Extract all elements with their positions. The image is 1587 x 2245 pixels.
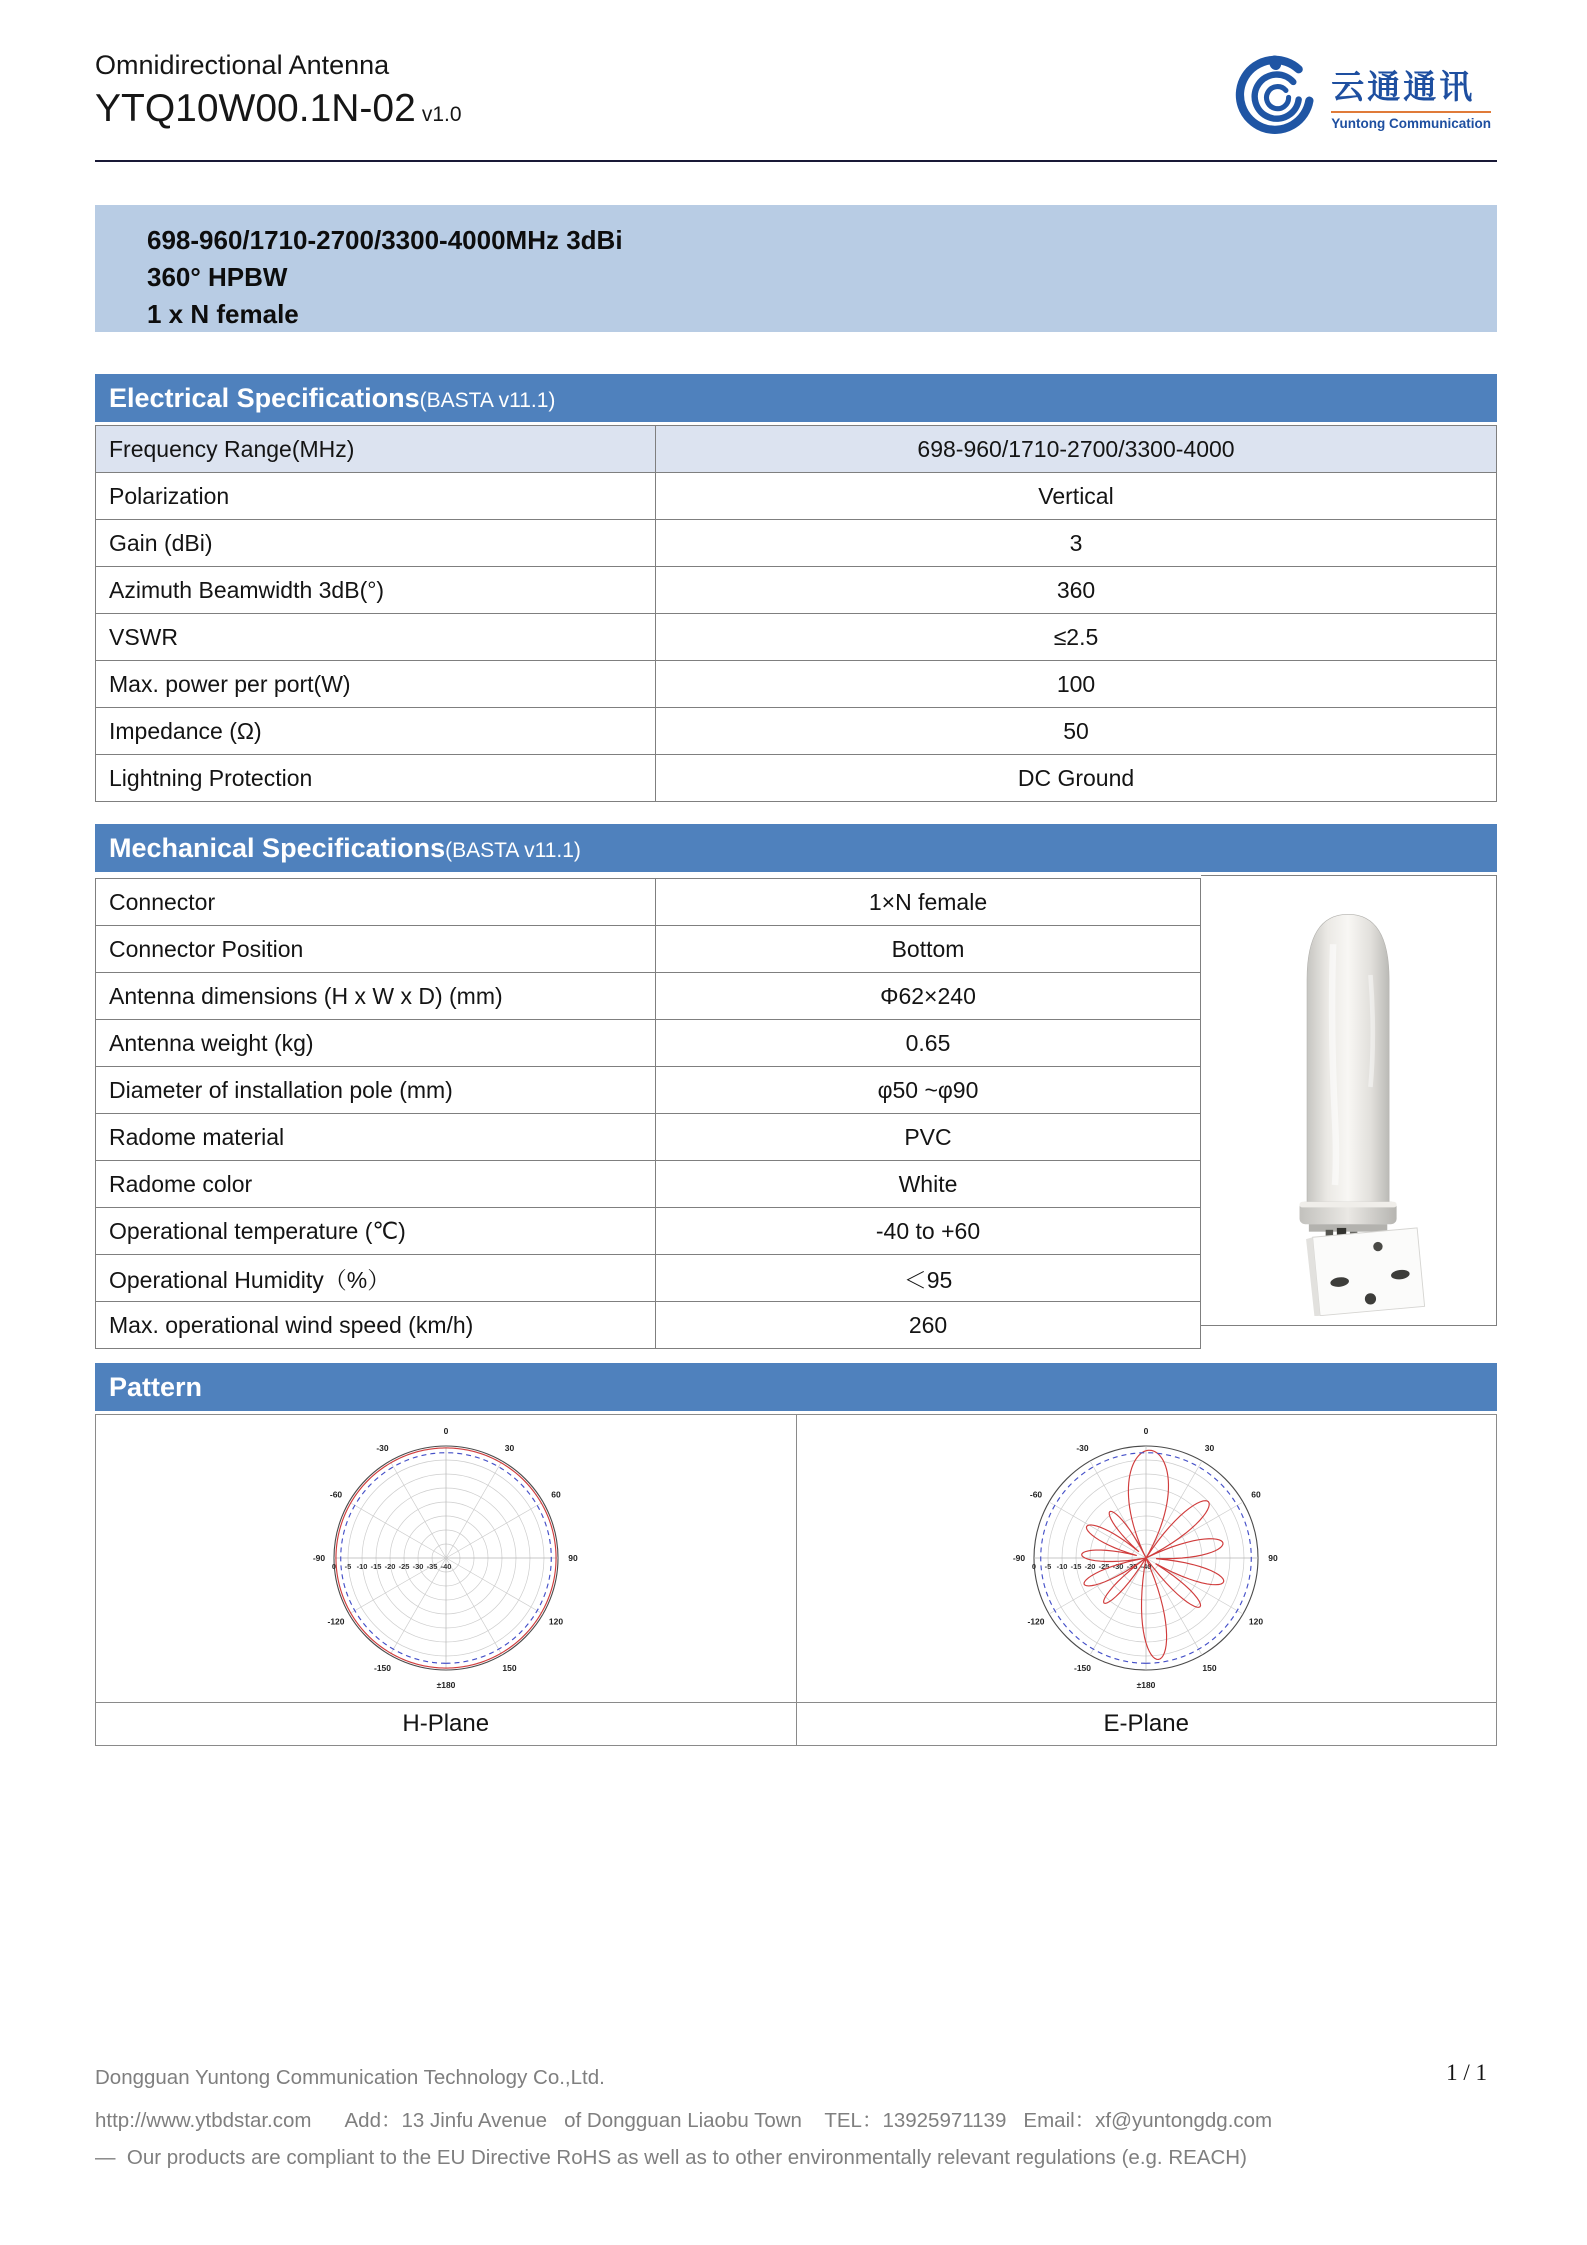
bolt (1373, 1241, 1382, 1250)
spec-label: Connector (96, 879, 656, 926)
svg-text:-25: -25 (398, 1561, 410, 1571)
banner-frequency-line: 698-960/1710-2700/3300-4000MHz 3dBi (147, 225, 623, 255)
product-type-title: Omnidirectional Antenna (95, 50, 390, 80)
spec-row (96, 1114, 1201, 1161)
spec-value: 360 (656, 567, 1497, 614)
svg-text:0: 0 (1032, 1561, 1037, 1571)
svg-text:90: 90 (568, 1552, 578, 1563)
svg-text:-120: -120 (327, 1616, 345, 1626)
electrical-section-header (95, 374, 1497, 422)
svg-text:60: 60 (1251, 1489, 1261, 1499)
spec-row (96, 614, 1497, 661)
spec-row (96, 1255, 1201, 1302)
spec-row (96, 1020, 1201, 1067)
svg-text:-150: -150 (373, 1662, 391, 1673)
spec-value: 50 (656, 708, 1497, 755)
title-block (95, 50, 462, 132)
spec-label: Connector Position (96, 926, 656, 973)
logo-text (1331, 61, 1491, 131)
spec-label: Max. operational wind speed (km/h) (96, 1302, 656, 1349)
spec-value: 0.65 (656, 1020, 1201, 1067)
svg-text:-35: -35 (1126, 1561, 1138, 1571)
svg-text:-15: -15 (370, 1561, 382, 1571)
product-summary-banner (95, 205, 1497, 332)
svg-text:-60: -60 (329, 1489, 342, 1499)
spec-value: 698-960/1710-2700/3300-4000 (656, 426, 1497, 473)
spec-row (96, 1208, 1201, 1255)
spec-label: Lightning Protection (96, 755, 656, 802)
logo-divider (1331, 111, 1491, 113)
spec-row (96, 1067, 1201, 1114)
page-footer (95, 2060, 1497, 2183)
pattern-section-header (95, 1363, 1497, 1411)
spec-label: Diameter of installation pole (mm) (96, 1067, 656, 1114)
spec-row (96, 926, 1201, 973)
spec-row (96, 708, 1497, 755)
spec-row (96, 1302, 1201, 1349)
svg-text:-30: -30 (412, 1561, 424, 1571)
svg-text:150: 150 (1202, 1662, 1217, 1673)
header-divider-line (95, 160, 1497, 162)
spec-value: Bottom (656, 926, 1201, 973)
spec-label: VSWR (96, 614, 656, 661)
spec-row (96, 879, 1201, 926)
svg-text:-25: -25 (1098, 1561, 1110, 1571)
electrical-section-title: Electrical Specifications (109, 383, 420, 413)
mechanical-spec-table (95, 878, 1201, 1349)
svg-text:0: 0 (443, 1425, 449, 1436)
spec-label: Azimuth Beamwidth 3dB(°) (96, 567, 656, 614)
svg-text:-35: -35 (426, 1561, 438, 1571)
radome-body (1307, 914, 1389, 1201)
footer-contact: http://www.ytbdstar.com Add：13 Jinfu Avenue of Dongguan Liaobu Town TEL：13925971139 Email：xf@yuntongdg.com (95, 2109, 1273, 2132)
svg-text:0: 0 (331, 1561, 336, 1571)
spec-row (96, 973, 1201, 1020)
svg-text:-5: -5 (1044, 1561, 1052, 1571)
spec-value: 3 (656, 520, 1497, 567)
svg-text:-120: -120 (1027, 1616, 1045, 1626)
model-number: YTQ10W00.1N-02 (95, 87, 416, 131)
spec-value: φ50 ~φ90 (656, 1067, 1201, 1114)
pattern-table (95, 1414, 1497, 1746)
antenna-photo-cell (1201, 875, 1497, 1326)
footer-company: Dongguan Yuntong Communication Technology Co.,Ltd. (95, 2066, 605, 2089)
svg-text:150: 150 (502, 1662, 517, 1673)
svg-text:60: 60 (551, 1489, 561, 1499)
svg-text:-5: -5 (344, 1561, 352, 1571)
svg-text:±180: ±180 (436, 1679, 456, 1690)
svg-text:120: 120 (1249, 1616, 1264, 1626)
svg-text:-30: -30 (1112, 1561, 1124, 1571)
spec-value: Vertical (656, 473, 1497, 520)
electrical-spec-table (95, 425, 1497, 802)
banner-hpbw-line: 360° HPBW (147, 262, 288, 292)
electrical-specifications-section (95, 374, 1497, 802)
document-header (95, 0, 1497, 158)
svg-text:-40: -40 (1140, 1561, 1152, 1571)
svg-text:30: 30 (504, 1442, 514, 1453)
spec-row (96, 520, 1497, 567)
spec-value: ＜95 (656, 1255, 1201, 1302)
spec-label: Antenna weight (kg) (96, 1020, 656, 1067)
spec-value: 100 (656, 661, 1497, 708)
logo-swirl-icon (1229, 50, 1321, 142)
spec-value: Φ62×240 (656, 973, 1201, 1020)
svg-text:-10: -10 (1056, 1561, 1068, 1571)
h-plane-caption: H-Plane (96, 1703, 797, 1745)
company-logo (1229, 50, 1491, 142)
electrical-section-subtitle: (BASTA v11.1) (419, 389, 556, 412)
mechanical-section-header (95, 824, 1497, 872)
svg-text:-30: -30 (376, 1442, 389, 1453)
spec-label: Antenna dimensions (H x W x D) (mm) (96, 973, 656, 1020)
svg-text:-60: -60 (1030, 1489, 1043, 1499)
spec-value: 260 (656, 1302, 1201, 1349)
spec-value: DC Ground (656, 755, 1497, 802)
svg-text:-90: -90 (312, 1552, 325, 1563)
svg-text:-150: -150 (1074, 1662, 1092, 1673)
mechanical-specifications-section (95, 824, 1497, 1349)
e-plane-polar-plot (797, 1415, 1497, 1702)
radome-highlight (1332, 944, 1336, 1185)
svg-text:120: 120 (548, 1616, 563, 1626)
spec-label: Max. power per port(W) (96, 661, 656, 708)
spec-row (96, 1161, 1201, 1208)
svg-text:-40: -40 (440, 1561, 452, 1571)
spec-row (96, 426, 1497, 473)
e-plane-caption: E-Plane (1103, 1710, 1189, 1737)
spec-label: Impedance (Ω) (96, 708, 656, 755)
svg-text:-20: -20 (1084, 1561, 1096, 1571)
svg-text:-90: -90 (1013, 1552, 1026, 1563)
spec-label: Operational Humidity（%） (96, 1255, 656, 1302)
mechanical-section-title: Mechanical Specifications (109, 833, 446, 863)
spec-value: -40 to +60 (656, 1208, 1201, 1255)
bolt (1364, 1293, 1375, 1304)
svg-text:-20: -20 (384, 1561, 396, 1571)
model-line (95, 87, 462, 132)
svg-text:±180: ±180 (1136, 1679, 1156, 1690)
logo-english-name: Yuntong Communication (1331, 116, 1491, 131)
svg-text:-30: -30 (1076, 1442, 1089, 1453)
spec-label: Gain (dBi) (96, 520, 656, 567)
spec-row (96, 473, 1497, 520)
spec-row (96, 661, 1497, 708)
svg-text:-10: -10 (356, 1561, 368, 1571)
banner-connector-line: 1 x N female (147, 299, 299, 329)
antenna-photo (1251, 886, 1447, 1316)
mechanical-section-subtitle: (BASTA v11.1) (445, 839, 581, 862)
version-label: v1.0 (421, 103, 462, 127)
spec-label: Frequency Range(MHz) (96, 426, 656, 473)
page-number: 1 / 1 (1446, 2060, 1487, 2085)
svg-text:90: 90 (1268, 1552, 1278, 1563)
spec-row (96, 567, 1497, 614)
spec-value: 1×N female (656, 879, 1201, 926)
svg-text:30: 30 (1205, 1442, 1215, 1453)
spec-label: Radome color (96, 1161, 656, 1208)
spec-value: ≤2.5 (656, 614, 1497, 661)
svg-text:-15: -15 (1070, 1561, 1082, 1571)
logo-chinese-name: 云通通讯 (1331, 68, 1476, 105)
svg-text:0: 0 (1143, 1425, 1149, 1436)
footer-compliance: — Our products are compliant to the EU Directive RoHS as well as to other environmentally relevant regulations (e.g. REACH) (95, 2146, 1247, 2169)
spec-label: Radome material (96, 1114, 656, 1161)
spec-value: White (656, 1161, 1201, 1208)
spec-value: PVC (656, 1114, 1201, 1161)
pattern-section (95, 1363, 1497, 1746)
spec-label: Polarization (96, 473, 656, 520)
h-plane-polar-plot (96, 1415, 797, 1702)
pattern-section-title: Pattern (109, 1372, 203, 1402)
spec-label: Operational temperature (℃) (96, 1208, 656, 1255)
spec-row (96, 755, 1497, 802)
